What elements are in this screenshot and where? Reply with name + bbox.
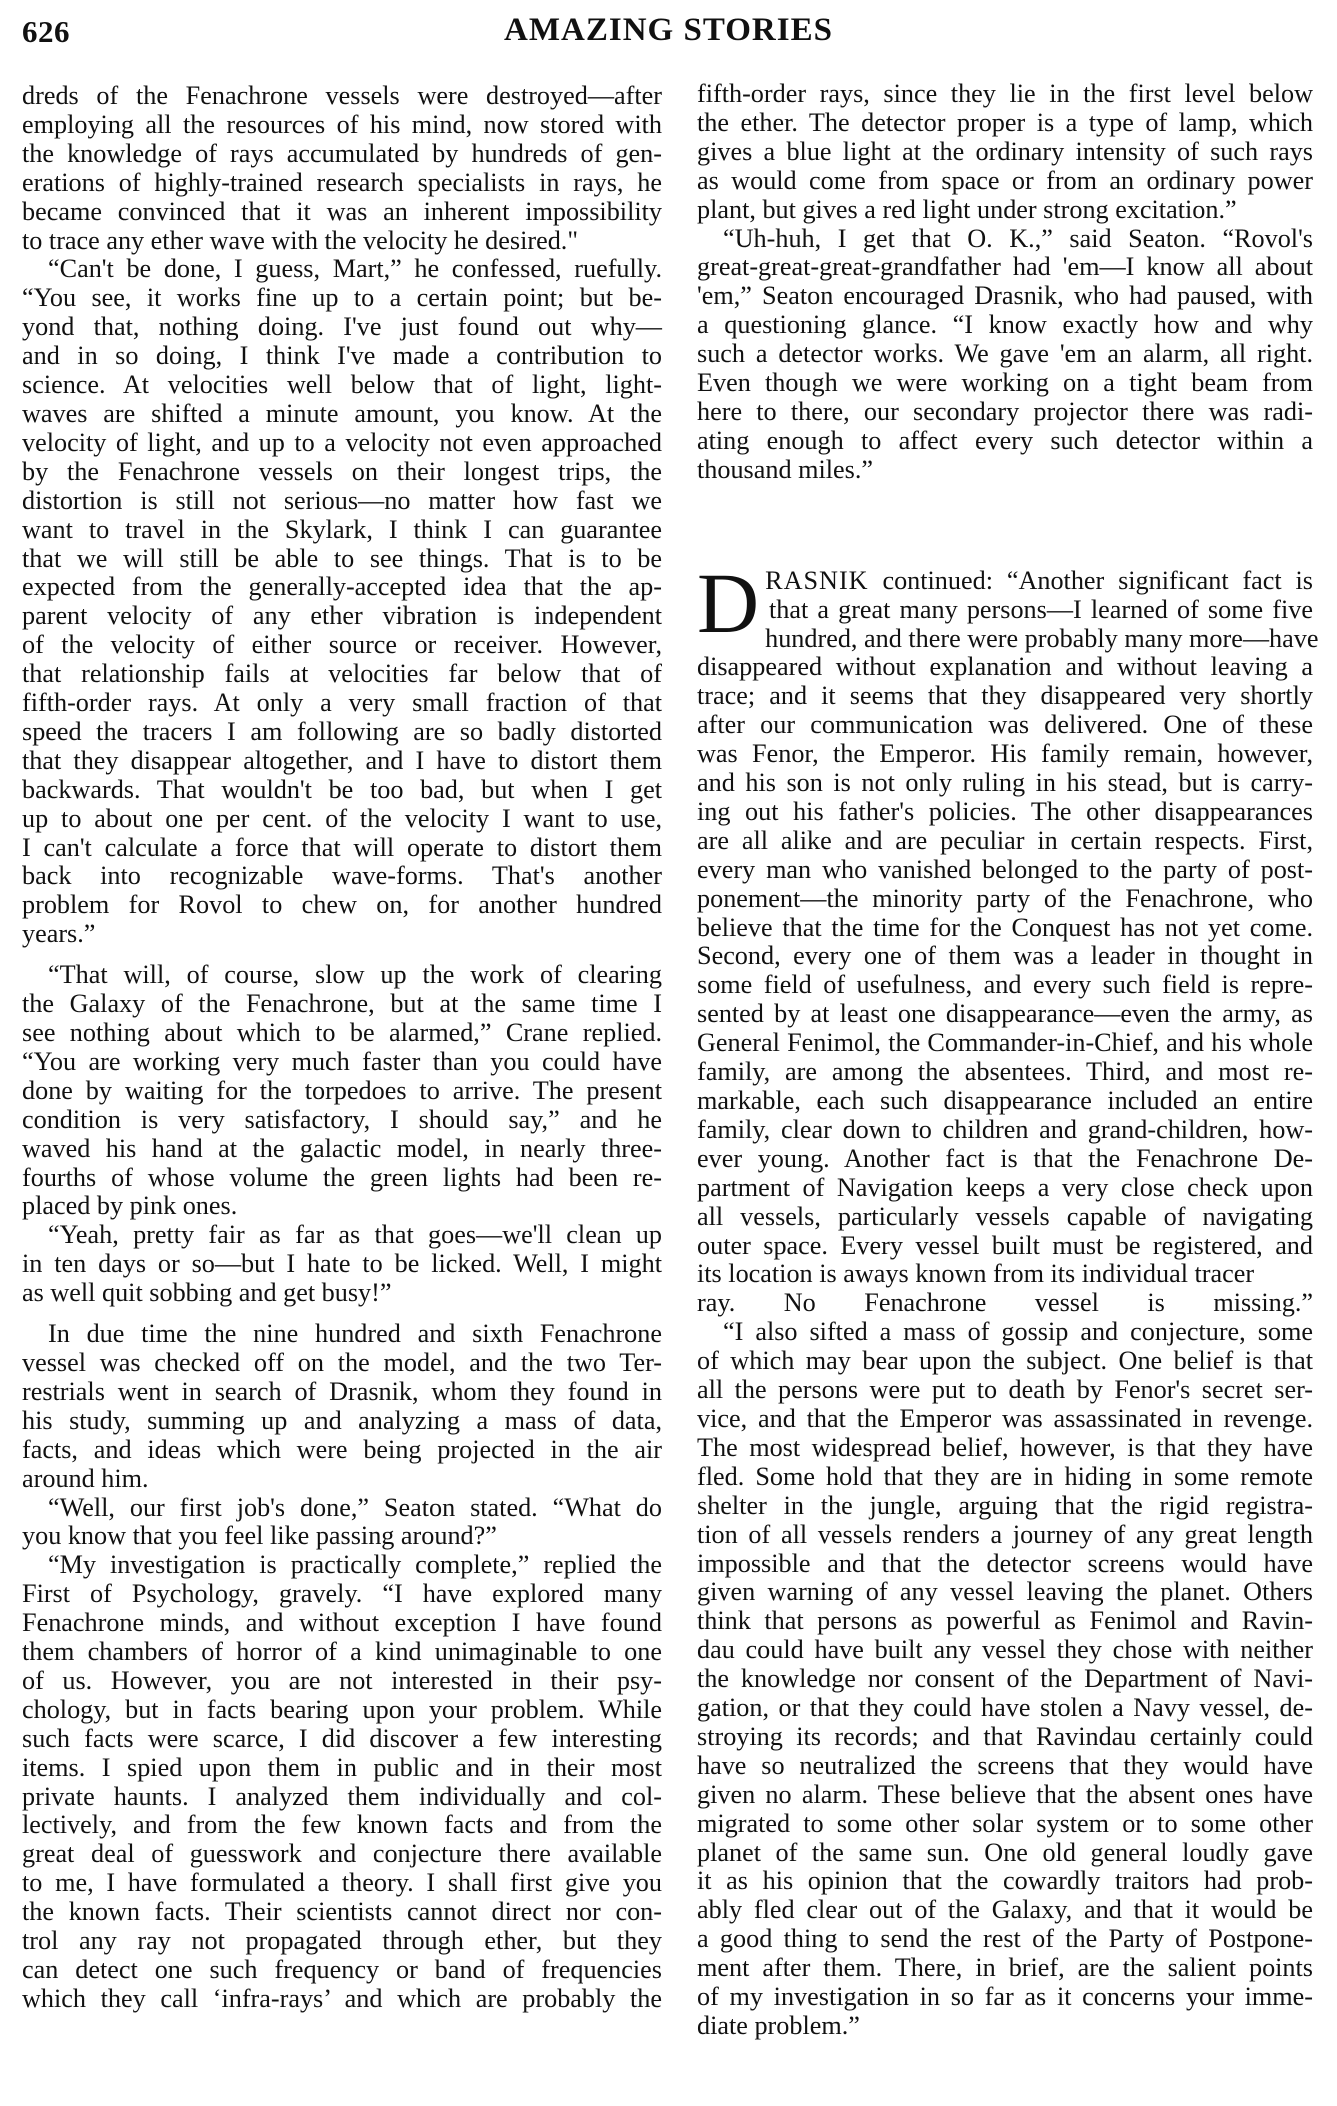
text-line: have so neutralized the screens that they would have (697, 1750, 1313, 1780)
text-line: it as his opinion that the cowardly traitors had prob- (697, 1866, 1313, 1896)
text-line: outer space. Every vessel built must be registered, and (697, 1230, 1313, 1260)
text-line: of the velocity of either source or receiver. However, (22, 630, 662, 660)
text-line: some field of usefulness, and every such field is repre- (697, 970, 1313, 1000)
text-line: planet of the same sun. One old general loudly gave (697, 1837, 1313, 1867)
text-line: tion of all vessels renders a journey of any great length (697, 1519, 1313, 1549)
text-line: waved his hand at the galactic model, in nearly three- (22, 1133, 662, 1163)
text-line: gives a blue light at the ordinary intensity of such rays (697, 136, 1313, 166)
text-line: Second, every one of them was a leader in thought in (697, 941, 1313, 971)
text-line: impossible and that the detector screens would have (697, 1548, 1313, 1578)
text-line: believe that the time for the Conquest has not yet come. (697, 912, 1313, 942)
text-line: ating enough to affect every such detector within a (697, 425, 1313, 455)
text-line: yond that, nothing doing. I've just found out why— (22, 312, 662, 342)
left-column (22, 82, 662, 2014)
text-line: of my investigation in so far as it concerns your imme- (697, 1982, 1313, 2012)
text-line: ever young. Another fact is that the Fenachrone De- (697, 1143, 1313, 1173)
text-line: employing all the resources of his mind, now stored with (22, 109, 662, 139)
text-line: that we will still be able to see things. That is to be (22, 543, 662, 573)
text-line: First of Psychology, gravely. “I have explored many (22, 1579, 662, 1609)
text-line: hundred, and there were probably many more—have (765, 623, 1319, 653)
page-header (0, 0, 1337, 60)
text-line: in ten days or so—but I hate to be licked. Well, I might (22, 1249, 662, 1279)
text-line: done by waiting for the torpedoes to arrive. The present (22, 1075, 662, 1105)
text-line: ment after them. There, in brief, are the salient points (697, 1953, 1313, 1983)
text-line: and his son is not only ruling in his stead, but is carry- (697, 768, 1313, 798)
text-line: family, clear down to children and grand-children, how- (697, 1114, 1313, 1144)
text-line: vice, and that the Emperor was assassinated in revenge. (697, 1403, 1313, 1433)
text-line: “You see, it works fine up to a certain point; but be- (22, 283, 662, 313)
text-line: its location is aways known from its individual tracer (697, 1259, 1255, 1289)
text-line: dreds of the Fenachrone vessels were destroyed—after (22, 81, 662, 110)
text-line: General Fenimol, the Commander-in-Chief, and his whole (697, 1028, 1313, 1058)
text-line: “That will, of course, slow up the work of clearing (48, 960, 662, 990)
text-line: ably fled clear out of the Galaxy, and that it would be (697, 1895, 1313, 1925)
text-line: as well quit sobbing and get busy!” (22, 1278, 392, 1308)
text-line: expected from the generally-accepted idea that the ap- (22, 572, 662, 602)
text-line: erations of highly-trained research specialists in rays, he (22, 167, 662, 197)
text-line: diate problem.” (697, 2011, 860, 2040)
drop-cap: D (697, 554, 760, 651)
text-line (697, 567, 1313, 596)
text-line: was Fenor, the Emperor. His family remain, however, (697, 739, 1313, 769)
text-line: facts, and ideas which were being projected in the air (22, 1434, 662, 1464)
text-line: the knowledge of rays accumulated by hundreds of gen- (22, 138, 662, 168)
text-line: that relationship fails at velocities far below that of (22, 659, 662, 689)
text-line: “Uh-huh, I get that O. K.,” said Seaton. “Rovol's (723, 223, 1313, 253)
text-line: Even though we were working on a tight beam from (697, 368, 1313, 398)
text-line: and in so doing, I think I've made a contribution to (22, 341, 662, 371)
text-line: of which may bear upon the subject. One belief is that (697, 1346, 1313, 1376)
text-line: I can't calculate a force that will operate to distort them (22, 832, 662, 862)
right-column-text-after-break (697, 623, 1319, 2041)
section-break (697, 485, 1313, 567)
text-line-rest: continued: “Another significant fact is (868, 565, 1313, 595)
text-line: that a great many persons—I learned of some five (769, 594, 1313, 624)
text-line: “Can't be done, I guess, Mart,” he confessed, ruefully. (48, 254, 662, 284)
text-line: by the Fenachrone vessels on their longest trips, the (22, 456, 662, 486)
text-line: here to there, our secondary projector there was radi- (697, 396, 1313, 426)
text-line: 'em,” Seaton encouraged Drasnik, who had paused, with (697, 281, 1313, 311)
text-line: markable, each such disappearance included an entire (697, 1086, 1313, 1115)
text-line: every man who vanished belonged to the party of post- (697, 854, 1313, 884)
text-line: ray. No Fenachrone vessel is missing.” (697, 1288, 1313, 1318)
text-line: “My investigation is practically complete,” replied the (48, 1550, 662, 1580)
text-line: of us. However, you are not interested in their psy- (22, 1665, 662, 1695)
page-number: 626 (22, 14, 70, 49)
text-line: a questioning glance. “I know exactly how and why (697, 310, 1313, 340)
text-line: fifth-order rays. At only a very small fraction of that (22, 688, 662, 718)
text-line: condition is very satisfactory, I should say,” and he (22, 1104, 662, 1134)
text-line: see nothing about which to be alarmed,” Crane replied. (22, 1018, 662, 1047)
text-line: became convinced that it was an inherent impossibility (22, 196, 662, 226)
text-line: parent velocity of any ether vibration is independent (22, 601, 662, 631)
text-line: the ether. The detector proper is a type of lamp, which (697, 107, 1313, 137)
text-line: fourths of whose volume the green lights had been re- (22, 1162, 662, 1192)
text-line: ing out his father's policies. The other disappearances (697, 796, 1313, 826)
text-line: plant, but gives a red light under strong excitation.” (697, 194, 1237, 224)
text-line: In due time the nine hundred and sixth Fenachrone (48, 1319, 662, 1349)
text-line: items. I spied upon them in public and in their most (22, 1752, 662, 1782)
text-line: science. At velocities well below that of light, light- (22, 370, 662, 400)
text-line: private haunts. I analyzed them individually and col- (22, 1781, 662, 1811)
text-line: to me, I have formulated a theory. I shall first give you (22, 1868, 662, 1898)
text-line: shelter in the jungle, arguing that the rigid registra- (697, 1490, 1313, 1520)
text-line: thousand miles.” (697, 454, 874, 484)
text-line: backwards. That wouldn't be too bad, but when I get (22, 774, 662, 804)
text-line: are all alike and are peculiar in certain respects. First, (697, 825, 1313, 855)
text-line: “You are working very much faster than you could have (22, 1046, 662, 1076)
text-line: restrials went in search of Drasnik, whom they found in (22, 1376, 662, 1406)
text-line: velocity of light, and up to a velocity not even approached (22, 427, 662, 457)
text-line: fled. Some hold that they are in hiding in some remote (697, 1461, 1313, 1491)
text-line: back into recognizable wave-forms. That's another (22, 861, 662, 891)
text-line: gation, or that they could have stolen a Navy vessel, de- (697, 1693, 1313, 1723)
text-line: trace; and it seems that they disappeared very shortly (697, 681, 1313, 711)
text-line: disappeared without explanation and without leaving a (697, 652, 1313, 682)
text-line: placed by pink ones. (22, 1191, 238, 1221)
text-line: waves are shifted a minute amount, you know. At the (22, 398, 662, 428)
text-line: such a detector works. We gave 'em an alarm, all right. (697, 339, 1313, 369)
text-line: Fenachrone minds, and without exception I have found (22, 1608, 662, 1638)
text-line: fifth-order rays, since they lie in the first level below (697, 79, 1313, 108)
text-line: all vessels, particularly vessels capable of navigating (697, 1201, 1313, 1231)
text-line: such facts were scarce, I did discover a few interesting (22, 1723, 662, 1753)
text-line: distortion is still not serious—no matter how fast we (22, 485, 662, 515)
text-line: the known facts. Their scientists cannot direct nor con- (22, 1897, 662, 1927)
text-line: dau could have built any vessel they chose with neither (697, 1635, 1313, 1665)
running-title: AMAZING STORIES (504, 12, 833, 48)
text-line: great-great-great-grandfather had 'em—I know all about (697, 252, 1313, 282)
text-line: “Yeah, pretty fair as far as that goes—we'll clean up (48, 1220, 662, 1250)
text-line: speed the tracers I am following are so badly distorted (22, 716, 662, 746)
text-line: around him. (22, 1463, 149, 1493)
text-line: vessel was checked off on the model, and the two Ter- (22, 1347, 662, 1377)
text-line: given no alarm. These believe that the absent ones have (697, 1779, 1313, 1809)
text-line: The most widespread belief, however, is that they have (697, 1432, 1313, 1462)
text-line: up to about one per cent. of the velocity I want to use, (22, 803, 662, 833)
text-line: partment of Navigation keeps a very close check upon (697, 1172, 1313, 1202)
text-line: a good thing to send the rest of the Party of Postpone- (697, 1924, 1313, 1954)
text-line: “I also sifted a mass of gossip and conjecture, some (723, 1317, 1313, 1347)
text-line: think that persons as powerful as Fenimol and Ravin- (697, 1606, 1313, 1636)
text-line: lectively, and from the few known facts and from the (22, 1810, 662, 1840)
text-line: them chambers of horror of a kind unimaginable to one (22, 1637, 662, 1667)
text-line: to trace any ether wave with the velocity he desired." (22, 225, 579, 255)
text-line: the knowledge nor consent of the Department of Navi- (697, 1664, 1313, 1694)
text-line: can detect one such frequency or band of frequencies (22, 1955, 662, 1984)
text-line: “Well, our first job's done,” Seaton stated. “What do (48, 1492, 662, 1522)
text-line: sented by at least one disappearance—even the army, as (697, 999, 1313, 1029)
text-line: migrated to some other solar system or to some other (697, 1808, 1313, 1838)
text-line: family, are among the absentees. Third, and most re- (697, 1057, 1313, 1087)
right-column-text-before-break (697, 80, 1313, 485)
text-line: ponement—the minority party of the Fenachrone, who (697, 883, 1313, 913)
text-line: chology, but in facts bearing upon your problem. While (22, 1694, 662, 1724)
text-line: given warning of any vessel leaving the planet. Others (697, 1577, 1313, 1607)
text-line: as would come from space or from an ordinary power (697, 165, 1313, 195)
text-line: which they call ‘infra-rays’ and which are probably the (22, 1983, 662, 2013)
text-line: that they disappear altogether, and I have to distort them (22, 745, 662, 775)
small-caps-name: RASNIK (765, 565, 869, 595)
text-line: his study, summing up and analyzing a mass of data, (22, 1405, 662, 1435)
text-line: all the persons were put to death by Fenor's secret ser- (697, 1375, 1313, 1405)
text-line: stroying its records; and that Ravindau certainly could (697, 1721, 1313, 1751)
right-column (697, 79, 1319, 2041)
text-line: after our communication was delivered. One of these (697, 710, 1313, 740)
text-line: you know that you feel like passing around?” (22, 1521, 497, 1551)
text-line: want to travel in the Skylark, I think I can guarantee (22, 514, 662, 544)
text-line: problem for Rovol to chew on, for another hundred (22, 890, 662, 920)
text-line: great deal of guesswork and conjecture there available (22, 1839, 662, 1869)
text-line: trol any ray not propagated through ether, but they (22, 1926, 662, 1956)
text-line: years.” (22, 919, 96, 949)
text-line: the Galaxy of the Fenachrone, but at the same time I (22, 989, 662, 1019)
